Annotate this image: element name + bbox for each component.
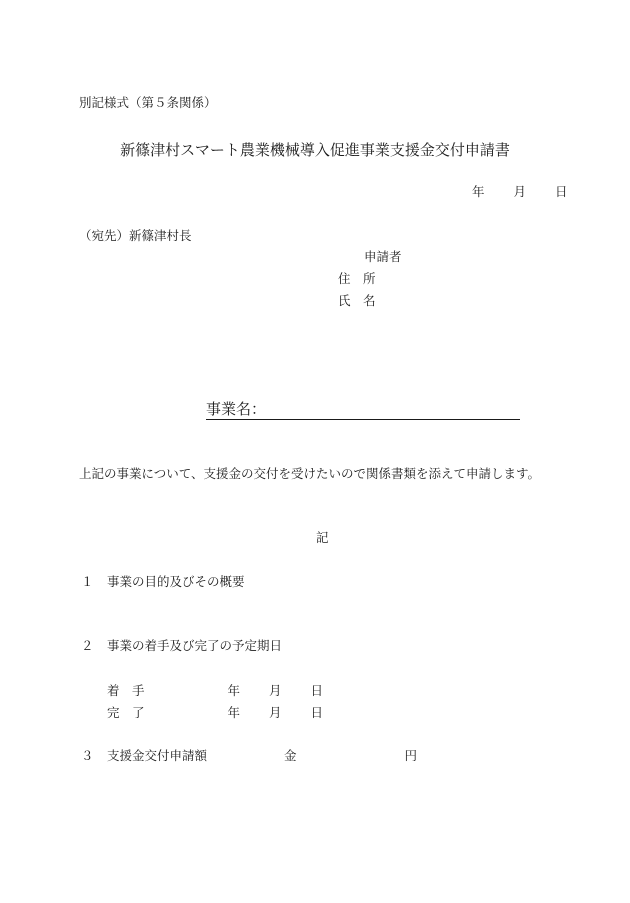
item-text: 事業の着手及び完了の予定期日 [107,638,283,653]
applicant-label: 申請者 [364,249,402,264]
name-label: 氏 名 [338,293,376,308]
project-name-label: 事業名： [206,400,267,418]
form-number: 別記様式（第５条関係） [79,95,217,110]
item-amount [81,748,417,764]
date-month: 月 [513,184,527,199]
document-title: 新篠津村スマート農業機械導入促進事業支援金交付申請書 [120,141,510,159]
addressee: （宛先）新篠津村長 [79,228,192,243]
item-text: 事業の目的及びその概要 [107,574,245,589]
item-number: ２ [81,638,94,653]
item-number: ３ [81,748,94,763]
start-year: 年 [227,683,241,698]
start-date-row [107,683,323,699]
date-year: 年 [472,184,485,199]
start-month: 月 [269,683,282,698]
end-day: 日 [310,705,324,720]
amount-prefix: 金 [284,748,297,763]
item-schedule [81,638,282,654]
end-month: 月 [269,705,282,720]
end-year: 年 [227,705,241,720]
end-label: 完 了 [107,705,145,720]
item-purpose [81,574,245,590]
address-label: 住 所 [338,271,376,286]
start-day: 日 [310,683,324,698]
ki-heading: 記 [316,530,329,545]
request-text: 上記の事業について、支援金の交付を受けたいので関係書類を添えて申請します。 [79,466,541,481]
end-date-row [107,705,323,721]
start-label: 着 手 [107,683,145,698]
date-day: 日 [555,184,568,199]
amount-suffix: 円 [404,748,418,763]
project-name-field [206,400,520,420]
item-number: １ [81,574,94,589]
date-line [472,184,568,200]
item-text: 支援金交付申請額 [107,748,208,763]
